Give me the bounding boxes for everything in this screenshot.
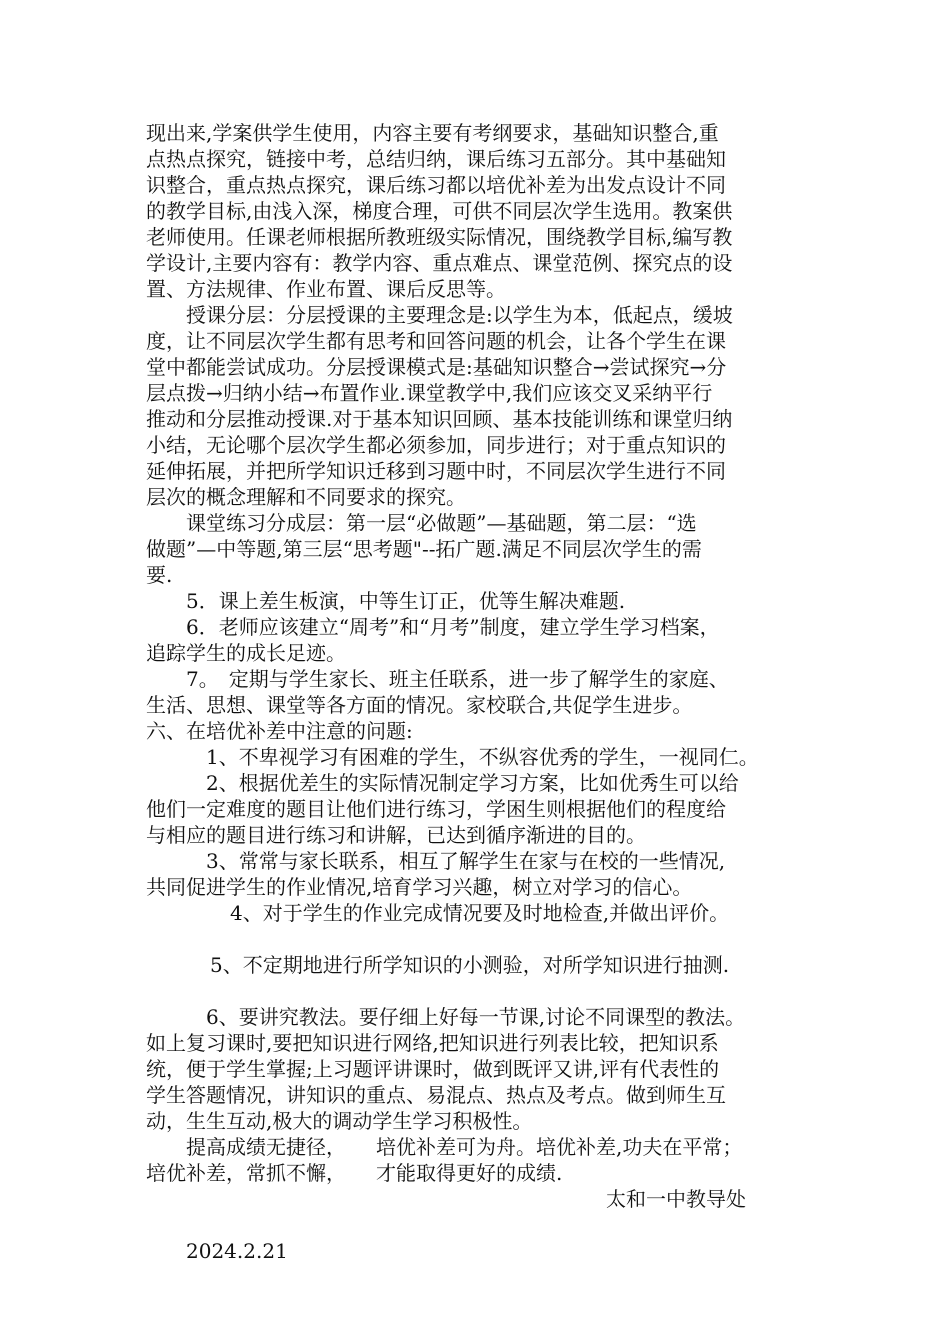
- text-line: 学生答题情况，讲知识的重点、易混点、热点及考点。做到师生互: [146, 1083, 726, 1107]
- text-line: 学设计,主要内容有：教学内容、重点难点、课堂范例、探究点的设: [146, 251, 733, 275]
- text-line: 层次的概念理解和不同要求的探究。: [146, 485, 466, 509]
- text-line: 共同促进学生的作业情况,培育学习兴趣，树立对学习的信心。: [146, 875, 693, 899]
- list-item-4: 4、对于学生的作业完成情况要及时地检查,并做出评价。: [230, 901, 730, 925]
- list-item-7: 7。 定期与学生家长、班主任联系，进一步了解学生的家庭、: [186, 667, 729, 691]
- text-line: 置、方法规律、作业布置、课后反思等。: [146, 277, 506, 301]
- text-line: 追踪学生的成长足迹。: [146, 641, 346, 665]
- closing-line: 培优补差，常抓不懈， 才能取得更好的成绩.: [146, 1161, 563, 1185]
- text-line: 与相应的题目进行练习和讲解，已达到循序渐进的目的。: [146, 823, 646, 847]
- text-line: 做题”—中等题,第三层“思考题"--拓广题.满足不同层次学生的需: [146, 537, 702, 561]
- list-item-1: 1、不卑视学习有困难的学生，不纵容优秀的学生，一视同仁。: [206, 745, 759, 769]
- list-item-6: 6．老师应该建立“周考”和“月考”制度，建立学生学习档案，: [186, 615, 720, 639]
- closing-line: 提高成绩无捷径， 培优补差可为舟。培优补差,功夫在平常；: [186, 1135, 743, 1159]
- text-line: 延伸拓展，并把所学知识迁移到习题中时，不同层次学生进行不同: [146, 459, 726, 483]
- text-line: 要.: [146, 563, 173, 587]
- text-line: 层点拨→归纳小结→布置作业.课堂教学中,我们应该交叉采纳平行: [146, 381, 713, 405]
- text-line: 识整合，重点热点探究，课后练习都以培优补差为出发点设计不同: [146, 173, 726, 197]
- text-line: 统，便于学生掌握;上习题评讲课时，做到既评又讲,评有代表性的: [146, 1057, 720, 1081]
- list-item-6: 6、要讲究教法。要仔细上好每一节课,讨论不同课型的教法。: [206, 1005, 746, 1029]
- text-line: 堂中都能尝试成功。分层授课模式是:基础知识整合→尝试探究→分: [146, 355, 727, 379]
- paragraph-first-line: 授课分层：分层授课的主要理念是:以学生为本，低起点，缓坡: [186, 303, 733, 327]
- text-line: 如上复习课时,要把知识进行网络,把知识进行列表比较，把知识系: [146, 1031, 719, 1055]
- section-heading: 六、在培优补差中注意的问题:: [146, 719, 413, 743]
- signature-office: 太和一中教导处: [606, 1187, 746, 1211]
- text-line: 他们一定难度的题目让他们进行练习，学困生则根据他们的程度给: [146, 797, 726, 821]
- document-date: 2024.2.21: [186, 1239, 288, 1263]
- text-line: 老师使用。任课老师根据所教班级实际情况，围绕教学目标,编写教: [146, 225, 733, 249]
- text-line: 推动和分层推动授课.对于基本知识回顾、基本技能训练和课堂归纳: [146, 407, 733, 431]
- text-line: 现出来,学案供学生使用，内容主要有考纲要求，基础知识整合,重: [146, 121, 719, 145]
- text-line: 点热点探究，链接中考，总结归纳，课后练习五部分。其中基础知: [146, 147, 726, 171]
- list-item-3: 3、常常与家长联系，相互了解学生在家与在校的一些情况,: [206, 849, 726, 873]
- text-line: 的教学目标,由浅入深，梯度合理，可供不同层次学生选用。教案供: [146, 199, 733, 223]
- text-line: 度，让不同层次学生都有思考和回答问题的机会，让各个学生在课: [146, 329, 726, 353]
- list-item-5: 5、不定期地进行所学知识的小测验，对所学知识进行抽测.: [210, 953, 730, 977]
- text-line: 小结，无论哪个层次学生都必须参加，同步进行；对于重点知识的: [146, 433, 726, 457]
- text-line: 生活、思想、课堂等各方面的情况。家校联合,共促学生进步。: [146, 693, 693, 717]
- list-item-5: 5．课上差生板演，中等生订正，优等生解决难题.: [186, 589, 626, 613]
- list-item-2: 2、根据优差生的实际情况制定学习方案，比如优秀生可以给: [206, 771, 739, 795]
- text-line: 动，生生互动,极大的调动学生学习积极性。: [146, 1109, 533, 1133]
- paragraph-first-line: 课堂练习分成层：第一层“必做题”—基础题，第二层：“选: [186, 511, 697, 535]
